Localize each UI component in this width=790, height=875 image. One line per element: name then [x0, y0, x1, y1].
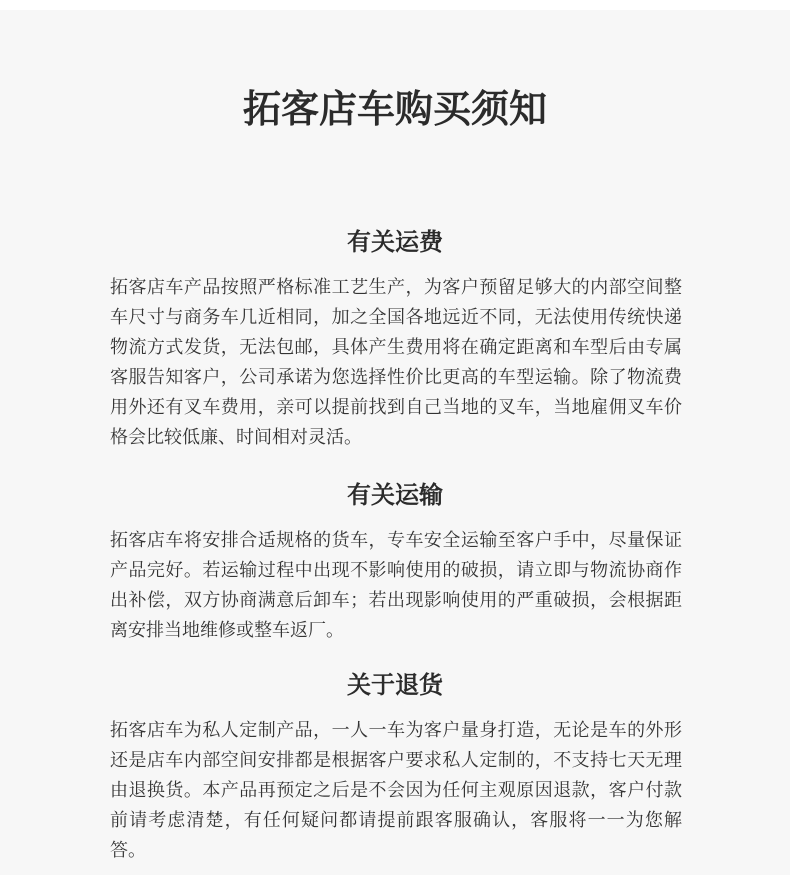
page-title: 拓客店车购买须知 [242, 87, 547, 131]
section-title-shipping-fee: 有关运费 [347, 228, 443, 256]
section-body-shipping-fee: 拓客店车产品按照严格标准工艺生产，为客户预留足够大的内部空间整车尺寸与商务车几近相同，加之全国各地远近不同，无法使用传统快递物流方式发货，无法包邮，具体产生费用将在确定距离和车型后由专属客服告知客户，公司承诺为您选择性价比更高的车型运输。除了物流费用外还有叉车费用，亲可以提前找到自己当地的叉车，当地雇佣叉车价格会比较低廉、时间相对灵活。 [110, 277, 682, 448]
section-body-returns: 拓客店车为私人定制产品，一人一车为客户量身打造，无论是车的外形还是店车内部空间安排都是根据客户要求私人定制的，不支持七天无理由退换货。本产品再预定之后是不会因为任何主观原因退款，客户付款前请考虑清楚，有任何疑问都请提前跟客服确认，客服将一一为您解答。 [110, 720, 682, 861]
section-title-transport: 有关运输 [347, 481, 443, 509]
section-title-returns: 关于退货 [347, 671, 443, 699]
section-body-transport: 拓客店车将安排合适规格的货车，专车安全运输至客户手中，尽量保证产品完好。若运输过程中出现不影响使用的破损，请立即与物流协商作出补偿，双方协商满意后卸车；若出现影响使用的严重破损，会根据距离安排当地维修或整车返厂。 [110, 530, 682, 641]
